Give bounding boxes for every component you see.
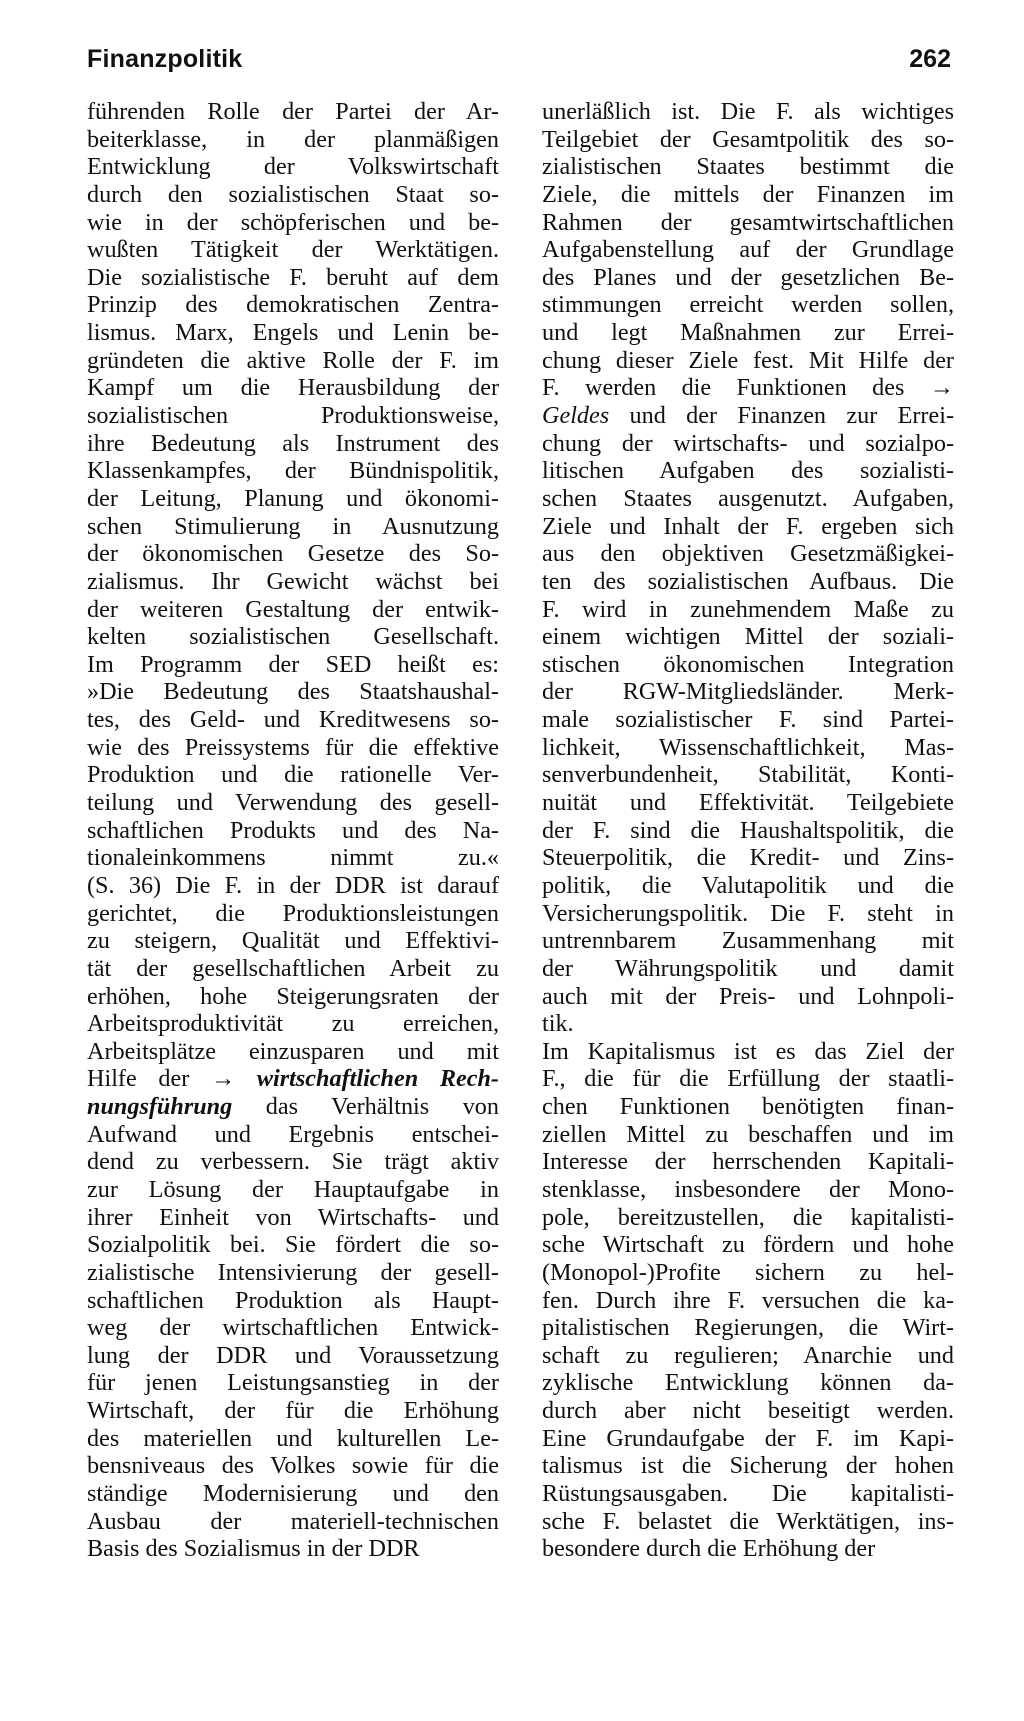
text-line: des Planes und der gesetzlichen Be- — [542, 263, 954, 291]
text-line: stischen ökonomischen Integration — [542, 650, 954, 678]
text-line: (Monopol-)Profite sichern zu hel- — [542, 1258, 954, 1286]
text-line: Geldes und der Finanzen zur Errei- — [542, 402, 954, 430]
text-line: zialistischen Staates bestimmt die — [542, 153, 954, 181]
text-line: ihre Bedeutung als Instrument des — [87, 429, 499, 457]
text-line: der weiteren Gestaltung der entwik- — [87, 595, 499, 623]
page-number: 262 — [909, 45, 951, 73]
text-line: male sozialistischer F. sind Partei- — [542, 706, 954, 734]
text-line: der F. sind die Haushaltspolitik, die — [542, 816, 954, 844]
text-line: beiterklasse, in der planmäßigen — [87, 125, 499, 153]
text-line: chen Funktionen benötigten finan- — [542, 1093, 954, 1121]
text-line: schen Staates ausgenutzt. Aufgaben, — [542, 484, 954, 512]
text-line: schaft zu regulieren; Anarchie und — [542, 1341, 954, 1369]
text-line: dend zu verbessern. Sie trägt aktiv — [87, 1148, 499, 1176]
text-line: pitalistischen Regierungen, die Wirt- — [542, 1314, 954, 1342]
text-line: Ausbau der materiell-technischen — [87, 1507, 499, 1535]
text-line: schaftlichen Produktion als Haupt- — [87, 1286, 499, 1314]
text-line: senverbundenheit, Stabilität, Konti- — [542, 761, 954, 789]
text-line: unerläßlich ist. Die F. als wichtiges — [542, 98, 954, 125]
text-line: nungsführung das Verhältnis von — [87, 1093, 499, 1121]
text-line: bensniveaus des Volkes sowie für die — [87, 1452, 499, 1480]
text-line: Ziele und Inhalt der F. ergeben sich — [542, 512, 954, 540]
text-line: Arbeitsproduktivität zu erreichen, — [87, 1010, 499, 1038]
left-text-column — [87, 98, 499, 1563]
text-line: untrennbarem Zusammenhang mit — [542, 927, 954, 955]
text-line: stenklasse, insbesondere der Mono- — [542, 1175, 954, 1203]
text-line: durch aber nicht beseitigt werden. — [542, 1397, 954, 1425]
text-line: Im Kapitalismus ist es das Ziel der — [542, 1037, 954, 1065]
text-line: ziellen Mittel zu beschaffen und im — [542, 1120, 954, 1148]
text-line: chung der wirtschafts- und sozialpo- — [542, 429, 954, 457]
text-line: Versicherungspolitik. Die F. steht in — [542, 899, 954, 927]
text-line: zialismus. Ihr Gewicht wächst bei — [87, 567, 499, 595]
text-line: des materiellen und kulturellen Le- — [87, 1424, 499, 1452]
right-text-column — [542, 98, 954, 1563]
text-line: tionaleinkommens nimmt zu.« — [87, 844, 499, 872]
text-line: stimmungen erreicht werden sollen, — [542, 291, 954, 319]
text-line: tät der gesellschaftlichen Arbeit zu — [87, 954, 499, 982]
text-line: fen. Durch ihre F. versuchen die ka- — [542, 1286, 954, 1314]
text-line: Sozialpolitik bei. Sie fördert die so- — [87, 1231, 499, 1259]
text-line: Ziele, die mittels der Finanzen im — [542, 180, 954, 208]
text-line: für jenen Leistungsanstieg in der — [87, 1369, 499, 1397]
text-line: Teilgebiet der Gesamtpolitik des so- — [542, 125, 954, 153]
text-line: Prinzip des demokratischen Zentra- — [87, 291, 499, 319]
text-line: nuität und Effektivität. Teilgebiete — [542, 789, 954, 817]
text-line: zialistische Intensivierung der gesell- — [87, 1258, 499, 1286]
text-line: gründeten die aktive Rolle der F. im — [87, 346, 499, 374]
text-line: weg der wirtschaftlichen Entwick- — [87, 1314, 499, 1342]
text-line: ständige Modernisierung und den — [87, 1480, 499, 1508]
text-line: Entwicklung der Volkswirtschaft — [87, 153, 499, 181]
text-line: lismus. Marx, Engels und Lenin be- — [87, 319, 499, 347]
text-line: teilung und Verwendung des gesell- — [87, 789, 499, 817]
text-line: zu steigern, Qualität und Effektivi- — [87, 927, 499, 955]
text-line: wie des Preissystems für die effektive — [87, 733, 499, 761]
text-line: Kampf um die Herausbildung der — [87, 374, 499, 402]
section-title: Finanzpolitik — [87, 45, 243, 73]
text-line: besondere durch die Erhöhung der — [542, 1535, 876, 1563]
text-line: ihrer Einheit von Wirtschafts- und — [87, 1203, 499, 1231]
text-line: Hilfe der → wirtschaftlichen Rech- — [87, 1065, 499, 1093]
page-header — [87, 44, 951, 84]
text-line: schaftlichen Produkts und des Na- — [87, 816, 499, 844]
text-line: F. wird in zunehmendem Maße zu — [542, 595, 954, 623]
text-line: sche F. belastet die Werktätigen, ins- — [542, 1507, 954, 1535]
text-line: der RGW-Mitgliedsländer. Merk- — [542, 678, 954, 706]
text-line: talismus ist die Sicherung der hohen — [542, 1452, 954, 1480]
text-line: ten des sozialistischen Aufbaus. Die — [542, 567, 954, 595]
text-line: Produktion und die rationelle Ver- — [87, 761, 499, 789]
text-line: litischen Aufgaben des sozialisti- — [542, 457, 954, 485]
text-line: der Leitung, Planung und ökonomi- — [87, 484, 499, 512]
text-line: führenden Rolle der Partei der Ar- — [87, 98, 499, 125]
text-line: tes, des Geld- und Kreditwesens so- — [87, 706, 499, 734]
text-line: Rüstungsausgaben. Die kapitalisti- — [542, 1480, 954, 1508]
text-line: F. werden die Funktionen des → — [542, 374, 954, 402]
text-line: und legt Maßnahmen zur Errei- — [542, 319, 954, 347]
text-line: F., die für die Erfüllung der staatli- — [542, 1065, 954, 1093]
text-line: Rahmen der gesamtwirtschaftlichen — [542, 208, 954, 236]
text-line: kelten sozialistischen Gesellschaft. — [87, 623, 499, 651]
text-line: zur Lösung der Hauptaufgabe in — [87, 1175, 499, 1203]
text-line: sozialistischen Produktionsweise, — [87, 402, 499, 430]
text-line: der ökonomischen Gesetze des So- — [87, 540, 499, 568]
text-line: Wirtschaft, der für die Erhöhung — [87, 1397, 499, 1425]
text-line: erhöhen, hohe Steigerungsraten der — [87, 982, 499, 1010]
text-line: gerichtet, die Produktionsleistungen — [87, 899, 499, 927]
text-line: einem wichtigen Mittel der soziali- — [542, 623, 954, 651]
text-line: lung der DDR und Voraussetzung — [87, 1341, 499, 1369]
text-line: chung dieser Ziele fest. Mit Hilfe der — [542, 346, 954, 374]
text-line: durch den sozialistischen Staat so- — [87, 180, 499, 208]
text-line: Interesse der herrschenden Kapitali- — [542, 1148, 954, 1176]
text-line: schen Stimulierung in Ausnutzung — [87, 512, 499, 540]
text-line: Arbeitsplätze einzusparen und mit — [87, 1037, 499, 1065]
text-line: auch mit der Preis- und Lohnpoli- — [542, 982, 954, 1010]
text-line: Die sozialistische F. beruht auf dem — [87, 263, 499, 291]
text-line: pole, bereitzustellen, die kapitalisti- — [542, 1203, 954, 1231]
text-line: lichkeit, Wissenschaftlichkeit, Mas- — [542, 733, 954, 761]
text-line: wußten Tätigkeit der Werktätigen. — [87, 236, 499, 264]
text-line: Eine Grundaufgabe der F. im Kapi- — [542, 1424, 954, 1452]
text-line: sche Wirtschaft zu fördern und hohe — [542, 1231, 954, 1259]
text-line: Steuerpolitik, die Kredit- und Zins- — [542, 844, 954, 872]
text-line: tik. — [542, 1010, 574, 1038]
text-line: zyklische Entwicklung können da- — [542, 1369, 954, 1397]
text-line: »Die Bedeutung des Staatshaushal- — [87, 678, 499, 706]
text-line: Aufgabenstellung auf der Grundlage — [542, 236, 954, 264]
text-line: Klassenkampfes, der Bündnispolitik, — [87, 457, 499, 485]
text-line: (S. 36) Die F. in der DDR ist darauf — [87, 871, 499, 899]
text-line: wie in der schöpferischen und be- — [87, 208, 499, 236]
text-line: aus den objektiven Gesetzmäßigkei- — [542, 540, 954, 568]
text-line: der Währungspolitik und damit — [542, 954, 954, 982]
text-line: Aufwand und Ergebnis entschei- — [87, 1120, 499, 1148]
text-line: Im Programm der SED heißt es: — [87, 650, 499, 678]
text-line: politik, die Valutapolitik und die — [542, 871, 954, 899]
text-line: Basis des Sozialismus in der DDR — [87, 1535, 420, 1563]
